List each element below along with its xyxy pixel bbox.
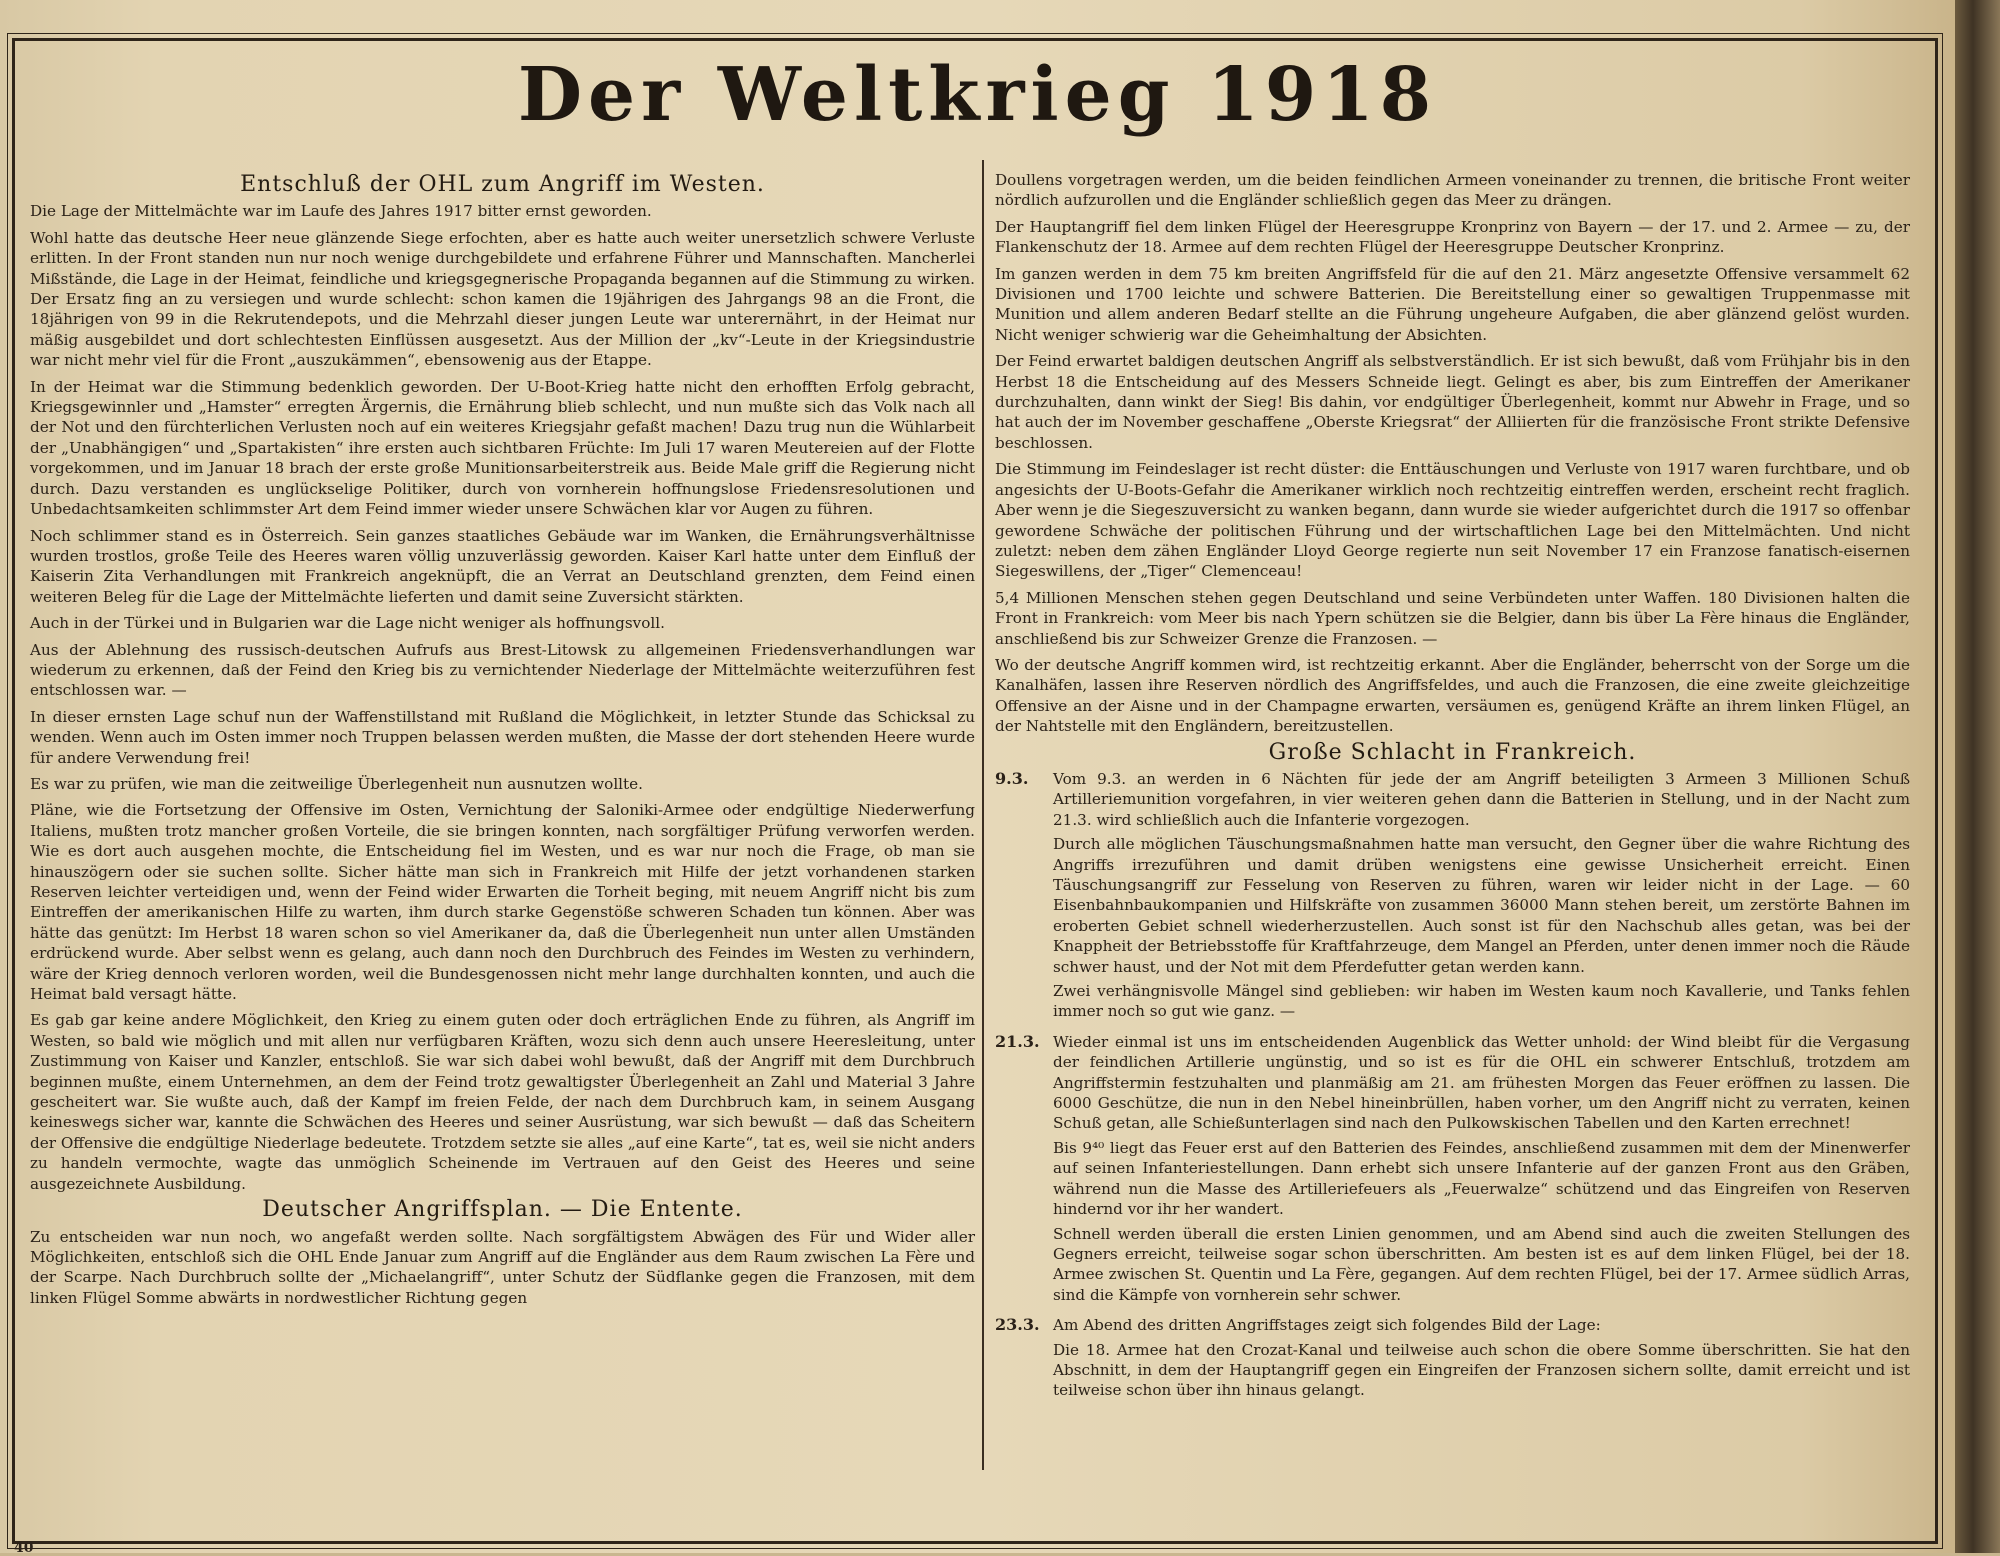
column-divider [982, 160, 984, 1470]
paragraph: In dieser ernsten Lage schuf nun der Waffenstillstand mit Rußland die Möglichkeit, in letzter Stunde das Schicksal zu wenden. Wenn auch im Osten immer noch Truppen belassen werden mußten, die Masse der dort stehenden Heere wurde für andere Verwendung frei! [30, 707, 975, 767]
paragraph: Durch alle möglichen Täuschungsmaßnahmen hatte man versucht, den Gegner über die wahre Richtung des Angriffs irrezuführen und damit drüben wenigstens eine gewisse Unsicherheit erreicht. Einen Täuschungsangriff zur Fesselung von Reserven zu führen, waren wir leider nicht in der Lage. — 60 Eisenbahnbaukompanien und Hilfskräfte von zusammen 36000 Mann stehen bereit, um zerstörte Bahnen im eroberten Gebiet schnell wiederherzustellen. Auch sonst ist für den Nachschub alles getan, was bei der Knappheit der Betriebsstoffe für Kraftfahrzeuge, dem Mangel an Pferden, unter denen immer noch die Räude schwer haust, und der Not mit dem Pferdefutter getan werden kann. [1053, 835, 1910, 976]
book-gutter [1955, 0, 2000, 1553]
paragraph: Die 18. Armee hat den Crozat-Kanal und teilweise auch schon die obere Somme überschritten. Sie hat den Abschnitt, in dem der Hauptangriff gegen ein Eingreifen der Franzosen sichern sollte, damit erreicht und ist teilweise schon über ihn hinaus gelangt. [1053, 1340, 1910, 1400]
paragraph: Die Stimmung im Feindeslager ist recht düster: die Enttäuschungen und Verluste von 1917 waren furchtbare, und ob angesichts der U-Boots-Gefahr die Amerikaner wirklich noch rechtzeitig eintreffen werden, erscheint recht fraglich. Aber wenn je die Siegeszuversicht zu wanken begann, dann wurde sie wieder aufgerichtet durch die 1917 so offenbar gewordene Schwäche der politischen Führung und der wirtschaftlichen Lage bei den Mittelmächten. Und nicht zuletzt: neben dem zähen Engländer Lloyd George regierte nun seit November 17 ein Franzose fanatisch-eisernen Siegeswillens, der „Tiger“ Clemenceau! [995, 460, 1910, 581]
dated-entry [995, 1032, 1910, 1309]
paragraph: 5,4 Millionen Menschen stehen gegen Deutschland und seine Verbündeten unter Waffen. 180 Divisionen halten die Front in Frankreich: vom Meer bis nach Ypern schützen sie die Belgier, dann bis über La Fère hinaus die Engländer, anschließend bis zur Schweizer Grenze die Franzosen. — [995, 588, 1910, 648]
entry-date: 23.3. [995, 1315, 1040, 1335]
paragraph: Bis 9⁴⁰ liegt das Feuer erst auf den Batterien des Feindes, anschließend zusammen mit dem der Minenwerfer auf seinen Infanteriestellungen. Dann erhebt sich unsere Infanterie auf der ganzen Front aus den Gräben, während nun die Masse des Artilleriefeuers als „Feuerwalze“ schützend und das Eingreifen von Reserven hindernd vor ihr her wandert. [1053, 1138, 1910, 1219]
paragraph: Es war zu prüfen, wie man die zeitweilige Überlegenheit nun ausnutzen wollte. [30, 774, 643, 793]
paragraph: Zu entscheiden war nun noch, wo angefaßt werden sollte. Nach sorgfältigstem Abwägen des Für und Wider aller Möglichkeiten, entschloß sich die OHL Ende Januar zum Angriff auf die Engländer aus dem Raum zwischen La Fère und der Scarpe. Nach Durchbruch sollte der „Michaelangriff“, unter Schutz der Südflanke gegen die Franzosen, mit dem linken Flügel Somme abwärts in nordwestlicher Richtung gegen [30, 1227, 975, 1307]
right-column [995, 170, 1910, 1411]
paragraph: Auch in der Türkei und in Bulgarien war die Lage nicht weniger als hoffnungsvoll. [30, 614, 665, 633]
section-heading: Große Schlacht in Frankreich. [1268, 739, 1637, 765]
dated-entry [995, 769, 1910, 1026]
paragraph: Der Hauptangriff fiel dem linken Flügel der Heeresgruppe Kronprinz von Bayern — der 17. und 2. Armee — zu, der Flankenschutz der 18. Armee auf dem rechten Flügel der Heeresgruppe Deutscher Kronprinz. [995, 217, 1910, 257]
paragraph: Die Lage der Mittelmächte war im Laufe des Jahres 1917 bitter ernst geworden. [30, 202, 652, 221]
entry-date: 9.3. [995, 768, 1029, 788]
entry-body [1053, 769, 1910, 1026]
entry-body [1053, 1032, 1910, 1309]
paragraph: Der Feind erwartet baldigen deutschen Angriff als selbstverständlich. Er ist sich bewußt, daß vom Frühjahr bis in den Herbst 18 die Entscheidung auf des Messers Schneide liegt. Gelingt es aber, bis zum Eintreffen der Amerikaner durchzuhalten, dann winkt der Sieg! Bis dahin, vor endgültiger Überlegenheit, kommt nur Abwehr in Frage, und so hat auch der im November geschaffene „Oberste Kriegsrat“ der Alliierten für die französische Front strikte Defensive beschlossen. [995, 352, 1910, 452]
paragraph: Doullens vorgetragen werden, um die beiden feindlichen Armeen voneinander zu trennen, die britische Front weiter nördlich aufzurollen und die Engländer schließlich gegen das Meer zu drängen. [995, 171, 1910, 210]
paragraph: Vom 9.3. an werden in 6 Nächten für jede der am Angriff beteiligten 3 Armeen 3 Millionen Schuß Artilleriemunition vorgefahren, in vier weiteren gehen dann die Batterien in Stellung, und in der Nacht zum 21.3. wird schließlich auch die Infanterie vorgezogen. [1053, 769, 1910, 829]
page-title: Der Weltkrieg 1918 [517, 52, 1438, 138]
paragraph: Am Abend des dritten Angriffstages zeigt sich folgendes Bild der Lage: [1053, 1316, 1601, 1335]
paragraph: Im ganzen werden in dem 75 km breiten Angriffsfeld für die auf den 21. März angesetzte Offensive versammelt 62 Divisionen und 1700 leichte und schwere Batterien. Die Bereitstellung einer so gewaltigen Truppenmasse mit Munition und allem anderen Bedarf stellte an die Führung ungeheure Aufgaben, die aber glänzend gelöst wurden. Nicht weniger schwierig war die Geheimhaltung der Absichten. [995, 264, 1910, 344]
paragraph: Wohl hatte das deutsche Heer neue glänzende Siege erfochten, aber es hatte auch weiter unersetzlich schwere Verluste erlitten. In der Front standen nun nur noch wenige durchgebildete und erfahrene Führer und Mannschaften. Mancherlei Mißstände, die Lage in der Heimat, feindliche und kriegsgegnerische Propaganda begannen auf die Stimmung zu wirken. Der Ersatz fing an zu versiegen und wurde schlecht: schon kamen die 19jährigen des Jahrgangs 98 an die Front, die 18jährigen von 99 in die Rekrutendepots, und die Mehrzahl dieser jungen Leute war unterernährt, in der Heimat nur mäßig ausgebildet und dort schlechtesten Einflüssen ausgesetzt. Aus der Million der „kv“-Leute in der Kriegsindustrie war nicht mehr viel für die Front „auszukämmen“, ebensowenig aus der Etappe. [30, 228, 975, 370]
paragraph: Wo der deutsche Angriff kommen wird, ist rechtzeitig erkannt. Aber die Engländer, beherrscht von der Sorge um die Kanalhäfen, lassen ihre Reserven nördlich des Angriffsfeldes, und auch die Franzosen, die eine zweite gleichzeitige Offensive an der Aisne und in der Champagne erwarten, versäumen es, genügend Kräfte an ihrem linken Flügel, an der Nahtstelle mit den Engländern, bereitzustellen. [995, 655, 1910, 736]
page-number: 40 [14, 1540, 34, 1556]
paragraph: Wieder einmal ist uns im entscheidenden Augenblick das Wetter unhold: der Wind bleibt für die Vergasung der feindlichen Artillerie ungünstig, und so ist es für die OHL ein schwerer Entschluß, trotzdem am Angriffstermin festzuhalten und planmäßig am 21. am frühesten Morgen das Feuer eröffnen zu lassen. Die 6000 Geschütze, die nun in den Nebel hineinbrüllen, haben vorher, um den Angriff nicht zu verraten, keinen Schuß getan, alle Schießunterlagen sind nach den Pulkowskischen Tabellen und den Karten errechnet! [1053, 1032, 1910, 1133]
paragraph: Schnell werden überall die ersten Linien genommen, und am Abend sind auch die zweiten Stellungen des Gegners erreicht, teilweise sogar schon überschritten. Am besten ist es auf dem linken Flügel, bei der 18. Armee zwischen St. Quentin und La Fère, gegangen. Auf dem rechten Flügel, bei der 17. Armee südlich Arras, sind die Kämpfe von vornherein sehr schwer. [1053, 1224, 1910, 1304]
paragraph: Zwei verhängnisvolle Mängel sind geblieben: wir haben im Westen kaum noch Kavallerie, und Tanks fehlen immer noch so gut wie ganz. — [1053, 982, 1910, 1021]
paragraph: Es gab gar keine andere Möglichkeit, den Krieg zu einem guten oder doch erträglichen Ende zu führen, als Angriff im Westen, so bald wie möglich und mit allen nur verfügbaren Kräften, wozu sich denn auch unsere Heeresleitung, unter Zustimmung von Kaiser und Kanzler, entschloß. Sie war sich dabei wohl bewußt, daß der Angriff mit dem Durchbruch beginnen mußte, einem Unternehmen, an dem der Feind trotz gewaltigster Überlegenheit an Zahl und Material 3 Jahre gescheitert war. Sie wußte auch, daß der Kampf im freien Felde, der nach dem Durchbruch kam, in seinem Ausgang keineswegs sicher war, kannte die Schwächen des Heeres und seiner Ausrüstung, war sich bewußt — daß das Scheitern der Offensive die endgültige Niederlage bedeutete. Trotzdem setzte sie alles „auf eine Karte“, tat es, weil sie nicht anders zu handeln vermochte, wagte das unmöglich Scheinende im Vertrauen auf den Geist des Heeres und seine ausgezeichnete Ausbildung. [30, 1011, 975, 1193]
paragraph: In der Heimat war die Stimmung bedenklich geworden. Der U-Boot-Krieg hatte nicht den erhofften Erfolg gebracht, Kriegsgewinnler und „Hamster“ erregten Ärgernis, die Ernährung blieb schlecht, und nun mußte sich das Volk nach all der Not und den fürchterlichen Verlusten noch auf ein weiteres Kriegsjahr gefaßt machen! Dazu trug nun die Wühlarbeit der „Unabhängigen“ und „Spartakisten“ ihre ersten auch sichtbaren Früchte: Im Juli 17 waren Meutereien auf der Flotte vorgekommen, und im Januar 18 brach der erste große Munitionsarbeiterstreik aus. Beide Male griff die Regierung nicht durch. Dazu verstanden es unglückselige Politiker, durch von vornherein hoffnungslose Friedensresolutionen und Unbedachtsamkeiten schlimmster Art dem Feind immer wieder unsere Schwächen klar vor Augen zu führen. [30, 377, 975, 519]
paragraph: Aus der Ablehnung des russisch-deutschen Aufrufs aus Brest-Litowsk zu allgemeinen Friedensverhandlungen war wiederum zu erkennen, daß der Feind den Krieg bis zu vernichtender Niederlage der Mittelmächte weiterzuführen fest entschlossen war. — [30, 640, 975, 700]
paragraph: Pläne, wie die Fortsetzung der Offensive im Osten, Vernichtung der Saloniki-Armee oder endgültige Niederwerfung Italiens, mußten trotz mancher großen Vorteile, die sie bringen konnten, nach sorgfältiger Prüfung verworfen werden. Wie es dort auch ausgehen mochte, die Entscheidung fiel im Westen, und es war nur noch die Frage, ob man sie hinauszögern oder sie suchen sollte. Sicher hätte man sich in Frankreich mit Hilfe der jetzt vorhandenen starken Reserven leichter verteidigen und, wenn der Feind wider Erwarten die Torheit beging, mit neuem Angriff nicht bis zum Eintreffen der amerikanischen Hilfe zu warten, ihm durch starke Gegenstöße schweren Schaden tun können. Aber was hätte das genützt: Im Herbst 18 waren schon so viel Amerikaner da, daß die Überlegenheit nun unter allen Umständen erdrückend wurde. Aber selbst wenn es gelang, auch dann noch den Durchbruch des Feindes im Westen zu verhindern, wäre der Krieg dennoch verloren worden, weil die Bundesgenossen nicht mehr lange durchhalten konnten, und auch die Heimat bald versagt hätte. [30, 801, 975, 1004]
section-heading: Entschluß der OHL zum Angriff im Westen. [240, 172, 765, 197]
entry-date: 21.3. [995, 1031, 1040, 1051]
entry-body [1053, 1315, 1910, 1405]
dated-entry [995, 1315, 1910, 1405]
section-heading: Deutscher Angriffsplan. — Die Entente. [262, 1197, 743, 1223]
left-column [30, 172, 975, 1314]
paragraph: Noch schlimmer stand es in Österreich. Sein ganzes staatliches Gebäude war im Wanken, die Ernährungsverhältnisse wurden trostlos, große Teile des Heeres waren völlig unzuverlässig geworden. Kaiser Karl hatte unter dem Einfluß der Kaiserin Zita Verhandlungen mit Frankreich angeknüpft, die an Verrat an Deutschland grenzten, dem Feind einen weiteren Beleg für die Lage der Mittelmächte lieferten und damit seine Zuversicht stärkten. [30, 526, 975, 606]
